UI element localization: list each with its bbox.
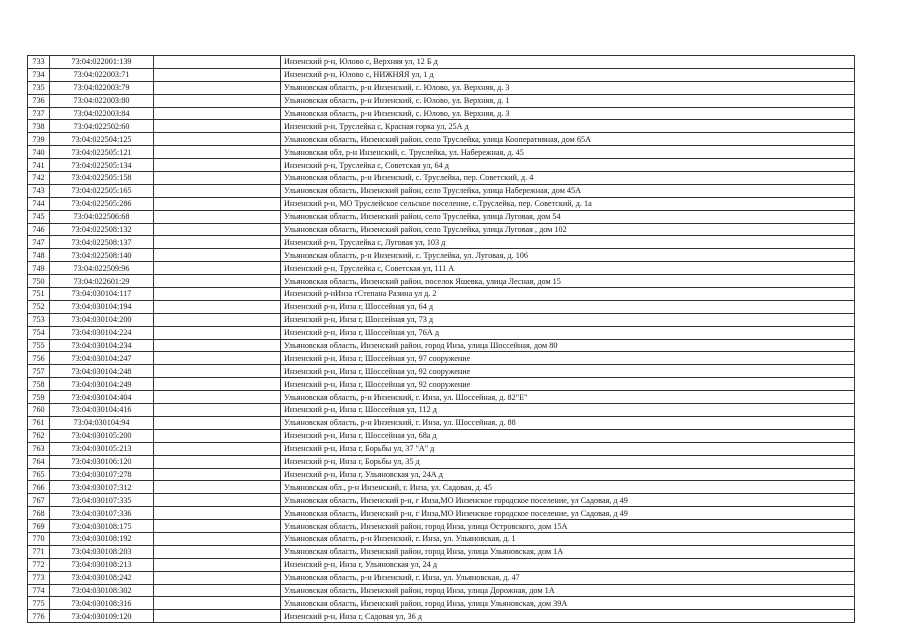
empty-cell: [154, 197, 281, 210]
row-number-cell: 744: [28, 197, 50, 210]
empty-cell: [154, 365, 281, 378]
row-number-cell: 764: [28, 455, 50, 468]
address-cell: Ульяновская область, Инзенский район, город Инза, улица Ульяновская, дом 1А: [281, 545, 855, 558]
empty-cell: [154, 532, 281, 545]
empty-cell: [154, 107, 281, 120]
cadastral-number-cell: 73:04:030104:200: [50, 313, 154, 326]
address-cell: Ульяновская область, Инзенский район, село Труслейка, улица Набережная, дом 45А: [281, 184, 855, 197]
address-cell: Ульяновская область, р-н Инзенский, с. Труслейка, ул. Луговая, д. 106: [281, 249, 855, 262]
table-row: [28, 288, 855, 301]
table-row: [28, 172, 855, 185]
cadastral-number-cell: 73:04:022509:96: [50, 262, 154, 275]
cadastral-number-cell: 73:04:022003:71: [50, 68, 154, 81]
row-number-cell: 736: [28, 94, 50, 107]
row-number-cell: 766: [28, 481, 50, 494]
address-cell: Ульяновская область, Инзенский район, город Инза, улица Шоссейная, дом 80: [281, 339, 855, 352]
address-cell: Инзенский р-н, Инза г, Шоссейная ул, 92 сооружение: [281, 378, 855, 391]
table-row: [28, 378, 855, 391]
empty-cell: [154, 391, 281, 404]
address-cell: Ульяновская область, Инзенский район, село Труслейка, улица Кооперативная, дом 65А: [281, 133, 855, 146]
table-row: [28, 159, 855, 172]
cadastral-number-cell: 73:04:022506:68: [50, 210, 154, 223]
address-cell: Ульяновская область, р-н Инзенский, с. Юлово, ул. Верхняя, д. 1: [281, 94, 855, 107]
address-cell: Ульяновская область, р-н Инзенский, с. Юлово, ул. Верхняя, д. 3: [281, 81, 855, 94]
cadastral-number-cell: 73:04:030108:175: [50, 520, 154, 533]
empty-cell: [154, 520, 281, 533]
address-cell: Ульяновская область, р-н Инзенский, г. Инза, ул. Ульяновская, д. 1: [281, 532, 855, 545]
empty-cell: [154, 468, 281, 481]
cadastral-number-cell: 73:04:030107:335: [50, 494, 154, 507]
cadastral-number-cell: 73:04:030109:120: [50, 610, 154, 623]
row-number-cell: 748: [28, 249, 50, 262]
cadastral-number-cell: 73:04:022505:286: [50, 197, 154, 210]
table-row: [28, 56, 855, 69]
row-number-cell: 755: [28, 339, 50, 352]
empty-cell: [154, 236, 281, 249]
cadastral-number-cell: 73:04:022508:132: [50, 223, 154, 236]
cadastral-number-cell: 73:04:022505:165: [50, 184, 154, 197]
address-cell: Инзенский р-н, Инза г, Садовая ул, 36 д: [281, 610, 855, 623]
empty-cell: [154, 507, 281, 520]
row-number-cell: 773: [28, 571, 50, 584]
cadastral-number-cell: 73:04:022504:125: [50, 133, 154, 146]
empty-cell: [154, 133, 281, 146]
table-row: [28, 532, 855, 545]
empty-cell: [154, 159, 281, 172]
cadastral-number-cell: 73:04:030104:234: [50, 339, 154, 352]
empty-cell: [154, 210, 281, 223]
empty-cell: [154, 545, 281, 558]
address-cell: Инзенский р-нИнза гСтепана Разина ул д. 2: [281, 288, 855, 301]
row-number-cell: 754: [28, 326, 50, 339]
registry-table: [27, 55, 855, 623]
row-number-cell: 737: [28, 107, 50, 120]
cadastral-number-cell: 73:04:030108:242: [50, 571, 154, 584]
table-row: [28, 107, 855, 120]
cadastral-number-cell: 73:04:030108:302: [50, 584, 154, 597]
table-row: [28, 275, 855, 288]
table-row: [28, 300, 855, 313]
cadastral-number-cell: 73:04:030105:213: [50, 442, 154, 455]
table-row: [28, 610, 855, 623]
row-number-cell: 776: [28, 610, 50, 623]
address-cell: Инзенский р-н, Инза г, Ульяновская ул, 24А д: [281, 468, 855, 481]
table-row: [28, 520, 855, 533]
cadastral-number-cell: 73:04:030107:278: [50, 468, 154, 481]
table-row: [28, 262, 855, 275]
address-cell: Инзенский р-н, Инза г, Шоссейная ул, 76А д: [281, 326, 855, 339]
empty-cell: [154, 300, 281, 313]
address-cell: Инзенский р-н, Инза г, Шоссейная ул, 112 д: [281, 404, 855, 417]
table-row: [28, 326, 855, 339]
table-row: [28, 184, 855, 197]
table-row: [28, 68, 855, 81]
row-number-cell: 772: [28, 558, 50, 571]
empty-cell: [154, 184, 281, 197]
empty-cell: [154, 339, 281, 352]
cadastral-number-cell: 73:04:030104:247: [50, 352, 154, 365]
address-cell: Инзенский р-н, Инза г, Шоссейная ул, 68а д: [281, 429, 855, 442]
row-number-cell: 760: [28, 404, 50, 417]
row-number-cell: 743: [28, 184, 50, 197]
table-row: [28, 339, 855, 352]
address-cell: Инзенский р-н, Инза г, Шоссейная ул, 92 сооружение: [281, 365, 855, 378]
empty-cell: [154, 571, 281, 584]
cadastral-number-cell: 73:04:030108:203: [50, 545, 154, 558]
empty-cell: [154, 262, 281, 275]
cadastral-number-cell: 73:04:030107:312: [50, 481, 154, 494]
row-number-cell: 765: [28, 468, 50, 481]
cadastral-number-cell: 73:04:022001:139: [50, 56, 154, 69]
empty-cell: [154, 249, 281, 262]
table-row: [28, 468, 855, 481]
row-number-cell: 770: [28, 532, 50, 545]
address-cell: Инзенский р-н, Труслейка с, Советская ул, 111 А: [281, 262, 855, 275]
table-row: [28, 442, 855, 455]
cadastral-number-cell: 73:04:022508:137: [50, 236, 154, 249]
cadastral-number-cell: 73:04:030104:416: [50, 404, 154, 417]
table-row: [28, 507, 855, 520]
address-cell: Инзенский р-н, Юлово с, Верхняя ул, 12 Б д: [281, 56, 855, 69]
address-cell: Ульяновская обл., р-н Инзенский, г. Инза, ул. Садовая, д. 45: [281, 481, 855, 494]
cadastral-number-cell: 73:04:022003:84: [50, 107, 154, 120]
row-number-cell: 769: [28, 520, 50, 533]
row-number-cell: 763: [28, 442, 50, 455]
cadastral-number-cell: 73:04:030108:316: [50, 597, 154, 610]
address-cell: Инзенский р-н, МО Труслейское сельское поселение, с.Труслейка, пер. Советский, д. 1а: [281, 197, 855, 210]
row-number-cell: 774: [28, 584, 50, 597]
table-row: [28, 545, 855, 558]
address-cell: Ульяновская область, Инзенский р-н, г Инза,МО Инзенское городское поселение, ул Садовая, д 49: [281, 494, 855, 507]
table-row: [28, 249, 855, 262]
cadastral-number-cell: 73:04:022502:60: [50, 120, 154, 133]
cadastral-number-cell: 73:04:022003:80: [50, 94, 154, 107]
empty-cell: [154, 494, 281, 507]
table-row: [28, 352, 855, 365]
empty-cell: [154, 146, 281, 159]
cadastral-number-cell: 73:04:030105:200: [50, 429, 154, 442]
table-row: [28, 120, 855, 133]
empty-cell: [154, 597, 281, 610]
row-number-cell: 757: [28, 365, 50, 378]
row-number-cell: 749: [28, 262, 50, 275]
table-row: [28, 146, 855, 159]
empty-cell: [154, 94, 281, 107]
row-number-cell: 767: [28, 494, 50, 507]
cadastral-number-cell: 73:04:030106:120: [50, 455, 154, 468]
address-cell: Инзенский р-н, Инза г, Ульяновская ул, 24 д: [281, 558, 855, 571]
address-cell: Инзенский р-н, Инза г, Борьбы ул, 37 "А" д: [281, 442, 855, 455]
address-cell: Ульяновская область, Инзенский район, город Инза, улица Ульяновская, дом 39А: [281, 597, 855, 610]
row-number-cell: 756: [28, 352, 50, 365]
empty-cell: [154, 68, 281, 81]
row-number-cell: 768: [28, 507, 50, 520]
row-number-cell: 753: [28, 313, 50, 326]
empty-cell: [154, 610, 281, 623]
table-row: [28, 597, 855, 610]
table-row: [28, 365, 855, 378]
empty-cell: [154, 352, 281, 365]
empty-cell: [154, 288, 281, 301]
row-number-cell: 758: [28, 378, 50, 391]
empty-cell: [154, 223, 281, 236]
row-number-cell: 734: [28, 68, 50, 81]
cadastral-number-cell: 73:04:030104:94: [50, 416, 154, 429]
table-row: [28, 416, 855, 429]
row-number-cell: 750: [28, 275, 50, 288]
address-cell: Инзенский р-н, Инза г, Шоссейная ул, 64 д: [281, 300, 855, 313]
address-cell: Ульяновская область, р-н Инзенский, г. Инза, ул. Шоссейная, д. 88: [281, 416, 855, 429]
row-number-cell: 771: [28, 545, 50, 558]
address-cell: Ульяновская область, Инзенский р-н, г Инза,МО Инзенское городское поселение, ул Садовая, д 49: [281, 507, 855, 520]
address-cell: Ульяновская область, р-н Инзенский, с. Юлово, ул. Верхняя, д. 3: [281, 107, 855, 120]
table-row: [28, 210, 855, 223]
table-row: [28, 481, 855, 494]
cadastral-number-cell: 73:04:022508:140: [50, 249, 154, 262]
cadastral-number-cell: 73:04:022505:158: [50, 172, 154, 185]
row-number-cell: 775: [28, 597, 50, 610]
address-cell: Ульяновская область, р-н Инзенский, г. Инза, ул. Шоссейная, д. 82"Е": [281, 391, 855, 404]
cadastral-number-cell: 73:04:030104:404: [50, 391, 154, 404]
table-row: [28, 494, 855, 507]
cadastral-number-cell: 73:04:030104:224: [50, 326, 154, 339]
address-cell: Инзенский р-н, Труслейка с, Луговая ул, 103 д: [281, 236, 855, 249]
registry-table-body: [28, 56, 855, 623]
empty-cell: [154, 275, 281, 288]
address-cell: Инзенский р-н, Труслейка с, Советская ул, 64 д: [281, 159, 855, 172]
empty-cell: [154, 558, 281, 571]
row-number-cell: 745: [28, 210, 50, 223]
row-number-cell: 733: [28, 56, 50, 69]
address-cell: Ульяновская область, Инзенский район, город Инза, улица Островского, дом 15А: [281, 520, 855, 533]
address-cell: Ульяновская область, Инзенский район, поселок Яшевка, улица Лесная, дом 15: [281, 275, 855, 288]
row-number-cell: 735: [28, 81, 50, 94]
empty-cell: [154, 120, 281, 133]
empty-cell: [154, 172, 281, 185]
cadastral-number-cell: 73:04:022601:29: [50, 275, 154, 288]
empty-cell: [154, 378, 281, 391]
empty-cell: [154, 481, 281, 494]
address-cell: Инзенский р-н, Юлово с, НИЖНЯЯ ул, 1 д: [281, 68, 855, 81]
table-row: [28, 584, 855, 597]
row-number-cell: 739: [28, 133, 50, 146]
row-number-cell: 761: [28, 416, 50, 429]
row-number-cell: 740: [28, 146, 50, 159]
table-row: [28, 558, 855, 571]
row-number-cell: 742: [28, 172, 50, 185]
cadastral-number-cell: 73:04:030104:117: [50, 288, 154, 301]
row-number-cell: 746: [28, 223, 50, 236]
empty-cell: [154, 442, 281, 455]
empty-cell: [154, 584, 281, 597]
table-row: [28, 81, 855, 94]
cadastral-number-cell: 73:04:030108:192: [50, 532, 154, 545]
row-number-cell: 762: [28, 429, 50, 442]
cadastral-number-cell: 73:04:022505:134: [50, 159, 154, 172]
address-cell: Инзенский р-н, Труслейка с, Красная горка ул, 25А д: [281, 120, 855, 133]
row-number-cell: 747: [28, 236, 50, 249]
empty-cell: [154, 429, 281, 442]
cadastral-number-cell: 73:04:030108:213: [50, 558, 154, 571]
row-number-cell: 751: [28, 288, 50, 301]
address-cell: Инзенский р-н, Инза г, Шоссейная ул, 73 д: [281, 313, 855, 326]
table-row: [28, 236, 855, 249]
address-cell: Ульяновская область, Инзенский район, село Труслейка, улица Луговая, дом 54: [281, 210, 855, 223]
cadastral-number-cell: 73:04:030104:249: [50, 378, 154, 391]
row-number-cell: 752: [28, 300, 50, 313]
empty-cell: [154, 404, 281, 417]
cadastral-number-cell: 73:04:022505:121: [50, 146, 154, 159]
empty-cell: [154, 81, 281, 94]
empty-cell: [154, 326, 281, 339]
table-row: [28, 429, 855, 442]
cadastral-number-cell: 73:04:030107:336: [50, 507, 154, 520]
table-row: [28, 313, 855, 326]
address-cell: Инзенский р-н, Инза г, Шоссейная ул, 97 сооружение: [281, 352, 855, 365]
address-cell: Инзенский р-н, Инза г, Борьбы ул, 35 д: [281, 455, 855, 468]
table-row: [28, 133, 855, 146]
address-cell: Ульяновская область, Инзенский район, село Труслейка, улица Луговая , дом 102: [281, 223, 855, 236]
empty-cell: [154, 455, 281, 468]
table-row: [28, 455, 855, 468]
address-cell: Ульяновская область, р-н Инзенский, г. Инза, ул. Ульяновская, д. 47: [281, 571, 855, 584]
row-number-cell: 759: [28, 391, 50, 404]
empty-cell: [154, 56, 281, 69]
empty-cell: [154, 416, 281, 429]
empty-cell: [154, 313, 281, 326]
cadastral-number-cell: 73:04:030104:248: [50, 365, 154, 378]
row-number-cell: 738: [28, 120, 50, 133]
row-number-cell: 741: [28, 159, 50, 172]
table-row: [28, 391, 855, 404]
cadastral-number-cell: 73:04:022003:79: [50, 81, 154, 94]
address-cell: Ульяновская обл, р-н Инзенский, с. Труслейка, ул. Набережная, д. 45: [281, 146, 855, 159]
table-row: [28, 571, 855, 584]
address-cell: Ульяновская область, Инзенский район, город Инза, улица Дорожная, дом 1А: [281, 584, 855, 597]
table-row: [28, 404, 855, 417]
table-row: [28, 197, 855, 210]
table-row: [28, 223, 855, 236]
address-cell: Ульяновская область, р-н Инзенский, с. Труслейка, пер. Советский, д. 4: [281, 172, 855, 185]
table-row: [28, 94, 855, 107]
cadastral-number-cell: 73:04:030104:194: [50, 300, 154, 313]
